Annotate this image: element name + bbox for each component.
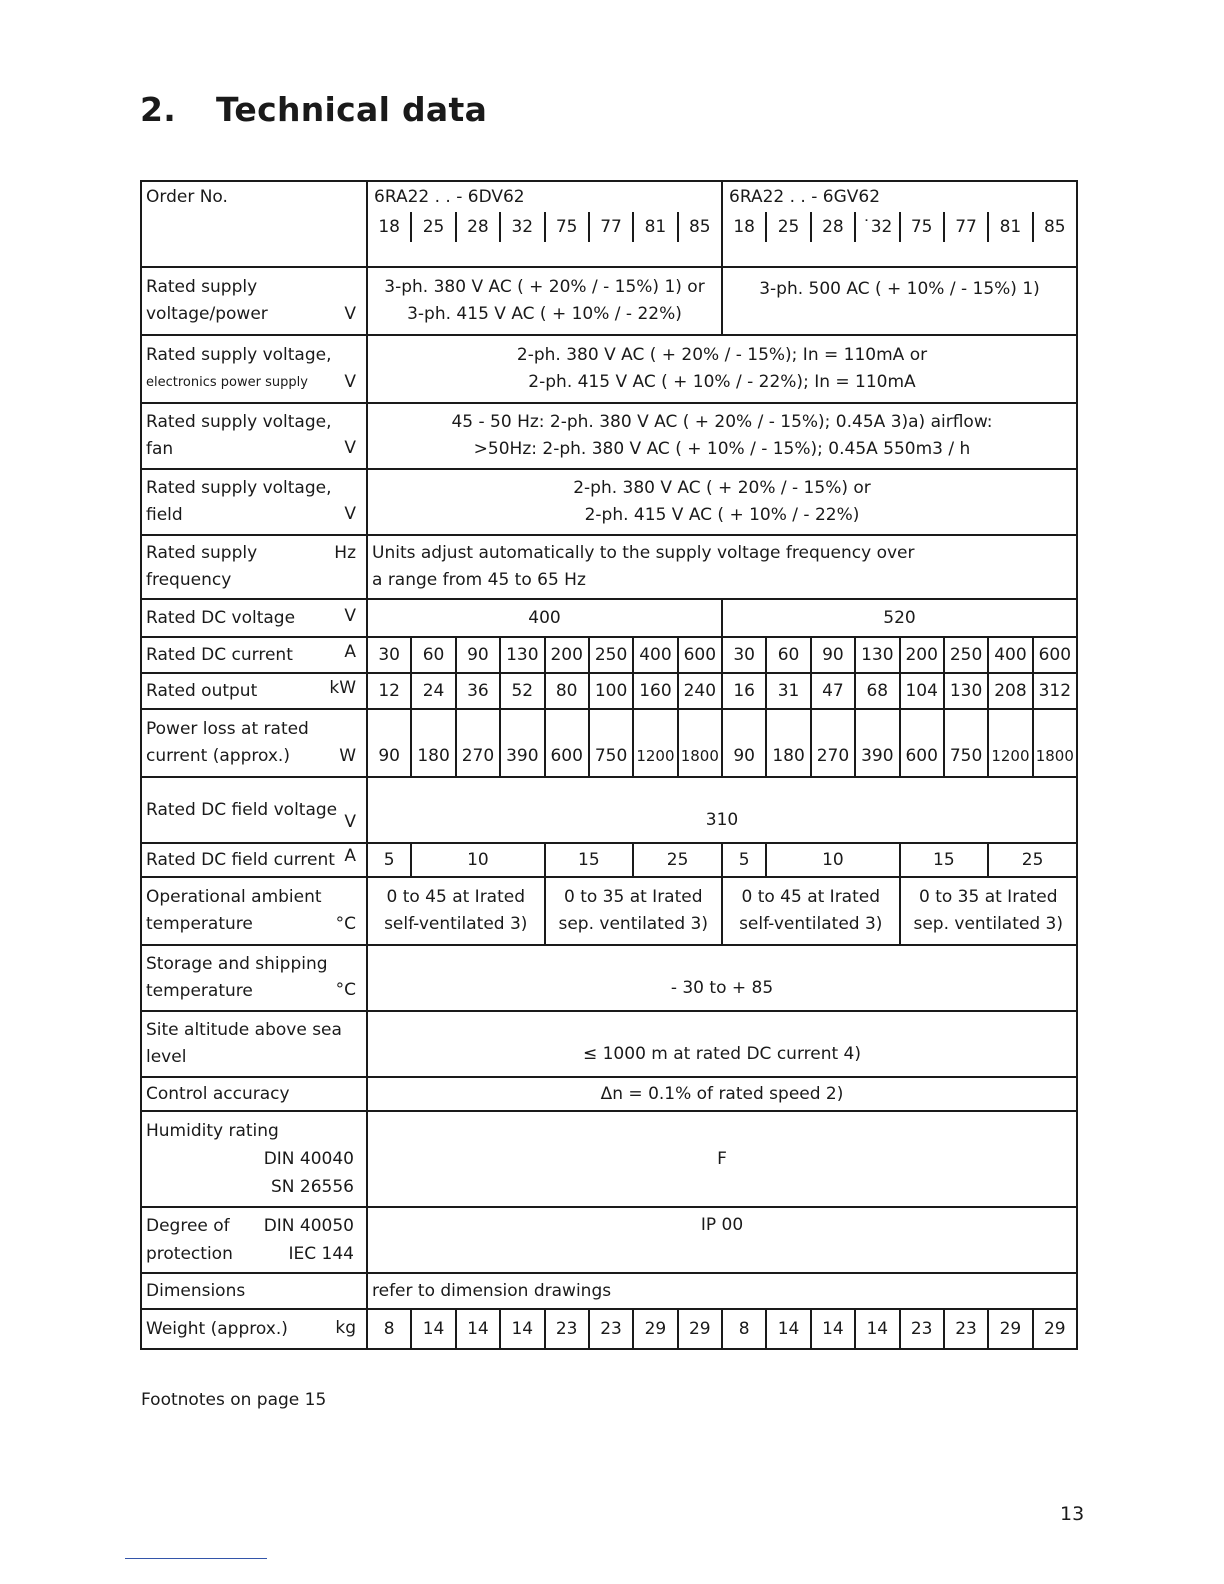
label-control-accuracy: Control accuracy xyxy=(141,1077,367,1111)
dc-current-cell: 200 xyxy=(545,637,589,673)
value-electronics-supply: 2-ph. 380 V AC ( + 20% / - 15%); In = 110mA or 2-ph. 415 V AC ( + 10% / - 22%); In = 110mA xyxy=(367,335,1077,403)
ambient-cell: 0 to 45 at Irated self-ventilated 3) xyxy=(367,877,545,945)
dc-current-cell: 600 xyxy=(678,637,722,673)
page-number: 13 xyxy=(1060,1503,1085,1525)
dc-current-cell: 600 xyxy=(1033,637,1077,673)
order-code: 28 xyxy=(455,212,499,242)
dc-current-cell: 90 xyxy=(811,637,855,673)
row-site-altitude xyxy=(141,1011,1077,1077)
order-code: 32 xyxy=(499,212,543,242)
value-control-accuracy: Δn = 0.1% of rated speed 2) xyxy=(367,1077,1077,1111)
weight-cell: 29 xyxy=(988,1309,1032,1349)
order-code: 18 xyxy=(733,217,755,237)
weight-cell: 8 xyxy=(367,1309,411,1349)
order-codes-gv xyxy=(723,212,1076,242)
label-electronics-supply: Rated supply voltage, electronics power supply V xyxy=(141,335,367,403)
row-supply-power xyxy=(141,267,1077,335)
power-loss-cell: 750 xyxy=(944,709,988,777)
row-storage-temperature xyxy=(141,945,1077,1011)
power-loss-cell: 1200 xyxy=(633,709,677,777)
row-dc-voltage xyxy=(141,599,1077,637)
label-power-loss: Power loss at rated current (approx.) W xyxy=(141,709,367,777)
section-title: Technical data xyxy=(216,90,488,129)
order-code: 75 xyxy=(899,212,943,242)
weight-cell: 29 xyxy=(633,1309,677,1349)
dc-current-cell: 30 xyxy=(367,637,411,673)
dc-current-cell: 60 xyxy=(766,637,810,673)
label-frequency: Rated supply frequency Hz xyxy=(141,535,367,599)
row-frequency xyxy=(141,535,1077,599)
ambient-cell: 0 to 35 at Irated sep. ventilated 3) xyxy=(900,877,1078,945)
row-dc-current xyxy=(141,637,1077,673)
dc-current-cell: 30 xyxy=(722,637,766,673)
dc-current-cell: 60 xyxy=(411,637,455,673)
power-loss-cell: 270 xyxy=(811,709,855,777)
power-loss-cell: 600 xyxy=(900,709,944,777)
dc-current-cell: 400 xyxy=(633,637,677,673)
weight-cell: 23 xyxy=(545,1309,589,1349)
dc-current-cell: 400 xyxy=(988,637,1032,673)
weight-cell: 23 xyxy=(589,1309,633,1349)
label-dc-current: Rated DC current A xyxy=(141,637,367,673)
power-loss-cell: 90 xyxy=(722,709,766,777)
label-fan-supply: Rated supply voltage, fan V xyxy=(141,403,367,469)
row-field-voltage xyxy=(141,777,1077,843)
order-code: 77 xyxy=(943,212,987,242)
order-group-dv-title: 6RA22 . . - 6DV62 xyxy=(374,187,525,207)
value-supply-power-gv: 3-ph. 500 AC ( + 10% / - 15%) 1) xyxy=(722,267,1077,335)
field-current-cell: 5 xyxy=(367,843,411,877)
power-loss-cell: 1800 xyxy=(1033,709,1077,777)
value-field-supply: 2-ph. 380 V AC ( + 20% / - 15%) or 2-ph. 415 V AC ( + 10% / - 22%) xyxy=(367,469,1077,535)
value-dc-voltage-dv: 400 xyxy=(367,599,722,637)
label-site-altitude: Site altitude above sea level xyxy=(141,1011,367,1077)
weight-cell: 14 xyxy=(855,1309,899,1349)
weight-cell: 14 xyxy=(500,1309,544,1349)
output-cell: 24 xyxy=(411,673,455,709)
unit: W xyxy=(339,746,356,766)
label-humidity: Humidity rating DIN 40040 SN 26556 xyxy=(141,1111,367,1207)
unit: kg xyxy=(335,1318,356,1338)
power-loss-cell: 600 xyxy=(545,709,589,777)
order-group-gv-title: 6RA22 . . - 6GV62 xyxy=(729,187,881,207)
order-code: 28 xyxy=(810,212,854,242)
ambient-cell: 0 to 35 at Irated sep. ventilated 3) xyxy=(545,877,723,945)
order-code: 25 xyxy=(765,212,809,242)
output-cell: 16 xyxy=(722,673,766,709)
section-number: 2. xyxy=(140,90,177,129)
row-field-supply xyxy=(141,469,1077,535)
field-current-cell: 25 xyxy=(633,843,722,877)
power-loss-cell: 390 xyxy=(500,709,544,777)
power-loss-cell: 1800 xyxy=(678,709,722,777)
weight-cell: 14 xyxy=(811,1309,855,1349)
field-current-cell: 10 xyxy=(766,843,899,877)
field-current-cell: 25 xyxy=(988,843,1077,877)
weight-cell: 8 xyxy=(722,1309,766,1349)
value-field-voltage: 310 xyxy=(367,777,1077,843)
row-humidity xyxy=(141,1111,1077,1207)
power-loss-cell: 180 xyxy=(411,709,455,777)
label-dc-voltage: Rated DC voltage V xyxy=(141,599,367,637)
order-code: 75 xyxy=(544,212,588,242)
row-electronics-supply xyxy=(141,335,1077,403)
dc-current-cell: 250 xyxy=(589,637,633,673)
weight-cell: 29 xyxy=(678,1309,722,1349)
power-loss-cell: 90 xyxy=(367,709,411,777)
row-control-accuracy xyxy=(141,1077,1077,1111)
output-cell: 100 xyxy=(589,673,633,709)
weight-cell: 23 xyxy=(900,1309,944,1349)
output-cell: 31 xyxy=(766,673,810,709)
row-order-no xyxy=(141,181,1077,267)
value-dimensions: refer to dimension drawings xyxy=(367,1273,1077,1309)
value-fan-supply: 45 - 50 Hz: 2-ph. 380 V AC ( + 20% / - 15%); 0.45A 3)a) airflow: >50Hz: 2-ph. 380 V AC ( + 10% / - 15%); 0.45A 550m3 / h xyxy=(367,403,1077,469)
output-cell: 36 xyxy=(456,673,500,709)
label-order-no: Order No. xyxy=(141,181,367,267)
value-storage-temperature: - 30 to + 85 xyxy=(367,945,1077,1011)
label-supply-power: Rated supply voltage/power V xyxy=(141,267,367,335)
label-ambient-temperature: Operational ambient temperature °C xyxy=(141,877,367,945)
page-heading xyxy=(140,90,487,129)
divider xyxy=(125,1558,267,1559)
output-cell: 52 xyxy=(500,673,544,709)
unit: A xyxy=(344,642,356,662)
weight-cell: 29 xyxy=(1033,1309,1077,1349)
dc-current-cell: 130 xyxy=(500,637,544,673)
unit: kW xyxy=(329,678,356,698)
power-loss-cell: 750 xyxy=(589,709,633,777)
order-code: 81 xyxy=(632,212,676,242)
row-dimensions xyxy=(141,1273,1077,1309)
unit: V xyxy=(344,438,356,458)
field-current-cell: 15 xyxy=(900,843,989,877)
weight-cell: 14 xyxy=(456,1309,500,1349)
order-code: 77 xyxy=(588,212,632,242)
weight-cell: 14 xyxy=(411,1309,455,1349)
order-code: 18 xyxy=(378,217,400,237)
row-fan-supply xyxy=(141,403,1077,469)
unit: °C xyxy=(335,980,356,1000)
unit: V xyxy=(344,812,356,832)
order-code: 85 xyxy=(677,212,721,242)
label-field-current: Rated DC field current A xyxy=(141,843,367,877)
row-power-loss xyxy=(141,709,1077,777)
label-storage-temperature: Storage and shipping temperature °C xyxy=(141,945,367,1011)
order-group-dv xyxy=(367,181,722,267)
output-cell: 312 xyxy=(1033,673,1077,709)
power-loss-cell: 390 xyxy=(855,709,899,777)
label-weight: Weight (approx.) kg xyxy=(141,1309,367,1349)
output-cell: 240 xyxy=(678,673,722,709)
value-supply-power-dv: 3-ph. 380 V AC ( + 20% / - 15%) 1) or 3-ph. 415 V AC ( + 10% / - 22%) xyxy=(367,267,722,335)
label-rated-output: Rated output kW xyxy=(141,673,367,709)
output-cell: 104 xyxy=(900,673,944,709)
technical-data-table xyxy=(140,180,1078,1350)
dc-current-cell: 200 xyxy=(900,637,944,673)
label-protection: Degree of DIN 40050 protection IEC 144 xyxy=(141,1207,367,1273)
dc-current-cell: 250 xyxy=(944,637,988,673)
row-rated-output xyxy=(141,673,1077,709)
order-group-gv xyxy=(722,181,1077,267)
output-cell: 47 xyxy=(811,673,855,709)
output-cell: 12 xyxy=(367,673,411,709)
row-ambient-temperature xyxy=(141,877,1077,945)
value-humidity: F xyxy=(367,1111,1077,1207)
ambient-cell: 0 to 45 at Irated self-ventilated 3) xyxy=(722,877,900,945)
unit: Hz xyxy=(334,543,356,563)
output-cell: 68 xyxy=(855,673,899,709)
output-cell: 80 xyxy=(545,673,589,709)
output-cell: 130 xyxy=(944,673,988,709)
label-field-supply: Rated supply voltage, field V xyxy=(141,469,367,535)
dc-current-cell: 90 xyxy=(456,637,500,673)
output-cell: 160 xyxy=(633,673,677,709)
row-field-current xyxy=(141,843,1077,877)
value-dc-voltage-gv: 520 xyxy=(722,599,1077,637)
order-code: 81 xyxy=(987,212,1031,242)
order-code: 25 xyxy=(410,212,454,242)
weight-cell: 23 xyxy=(944,1309,988,1349)
value-protection: IP 00 xyxy=(367,1207,1077,1273)
order-codes-dv xyxy=(368,212,721,242)
row-protection xyxy=(141,1207,1077,1273)
label-field-voltage: Rated DC field voltage V xyxy=(141,777,367,843)
footnote-reference: Footnotes on page 15 xyxy=(141,1390,327,1410)
row-weight xyxy=(141,1309,1077,1349)
dc-current-cell: 130 xyxy=(855,637,899,673)
power-loss-cell: 1200 xyxy=(988,709,1032,777)
unit: V xyxy=(344,372,356,392)
unit: V xyxy=(344,504,356,524)
unit: °C xyxy=(335,914,356,934)
order-code: 85 xyxy=(1032,212,1076,242)
power-loss-cell: 270 xyxy=(456,709,500,777)
value-frequency: Units adjust automatically to the supply voltage frequency over a range from 45 to 65 Hz xyxy=(367,535,1077,599)
value-site-altitude: ≤ 1000 m at rated DC current 4) xyxy=(367,1011,1077,1077)
unit: V xyxy=(344,606,356,626)
weight-cell: 14 xyxy=(766,1309,810,1349)
field-current-cell: 10 xyxy=(411,843,544,877)
power-loss-cell: 180 xyxy=(766,709,810,777)
unit: A xyxy=(344,846,356,866)
label-dimensions: Dimensions xyxy=(141,1273,367,1309)
output-cell: 208 xyxy=(988,673,1032,709)
order-code: ˙32 xyxy=(854,212,898,242)
field-current-cell: 5 xyxy=(722,843,766,877)
field-current-cell: 15 xyxy=(545,843,634,877)
unit: V xyxy=(344,304,356,324)
